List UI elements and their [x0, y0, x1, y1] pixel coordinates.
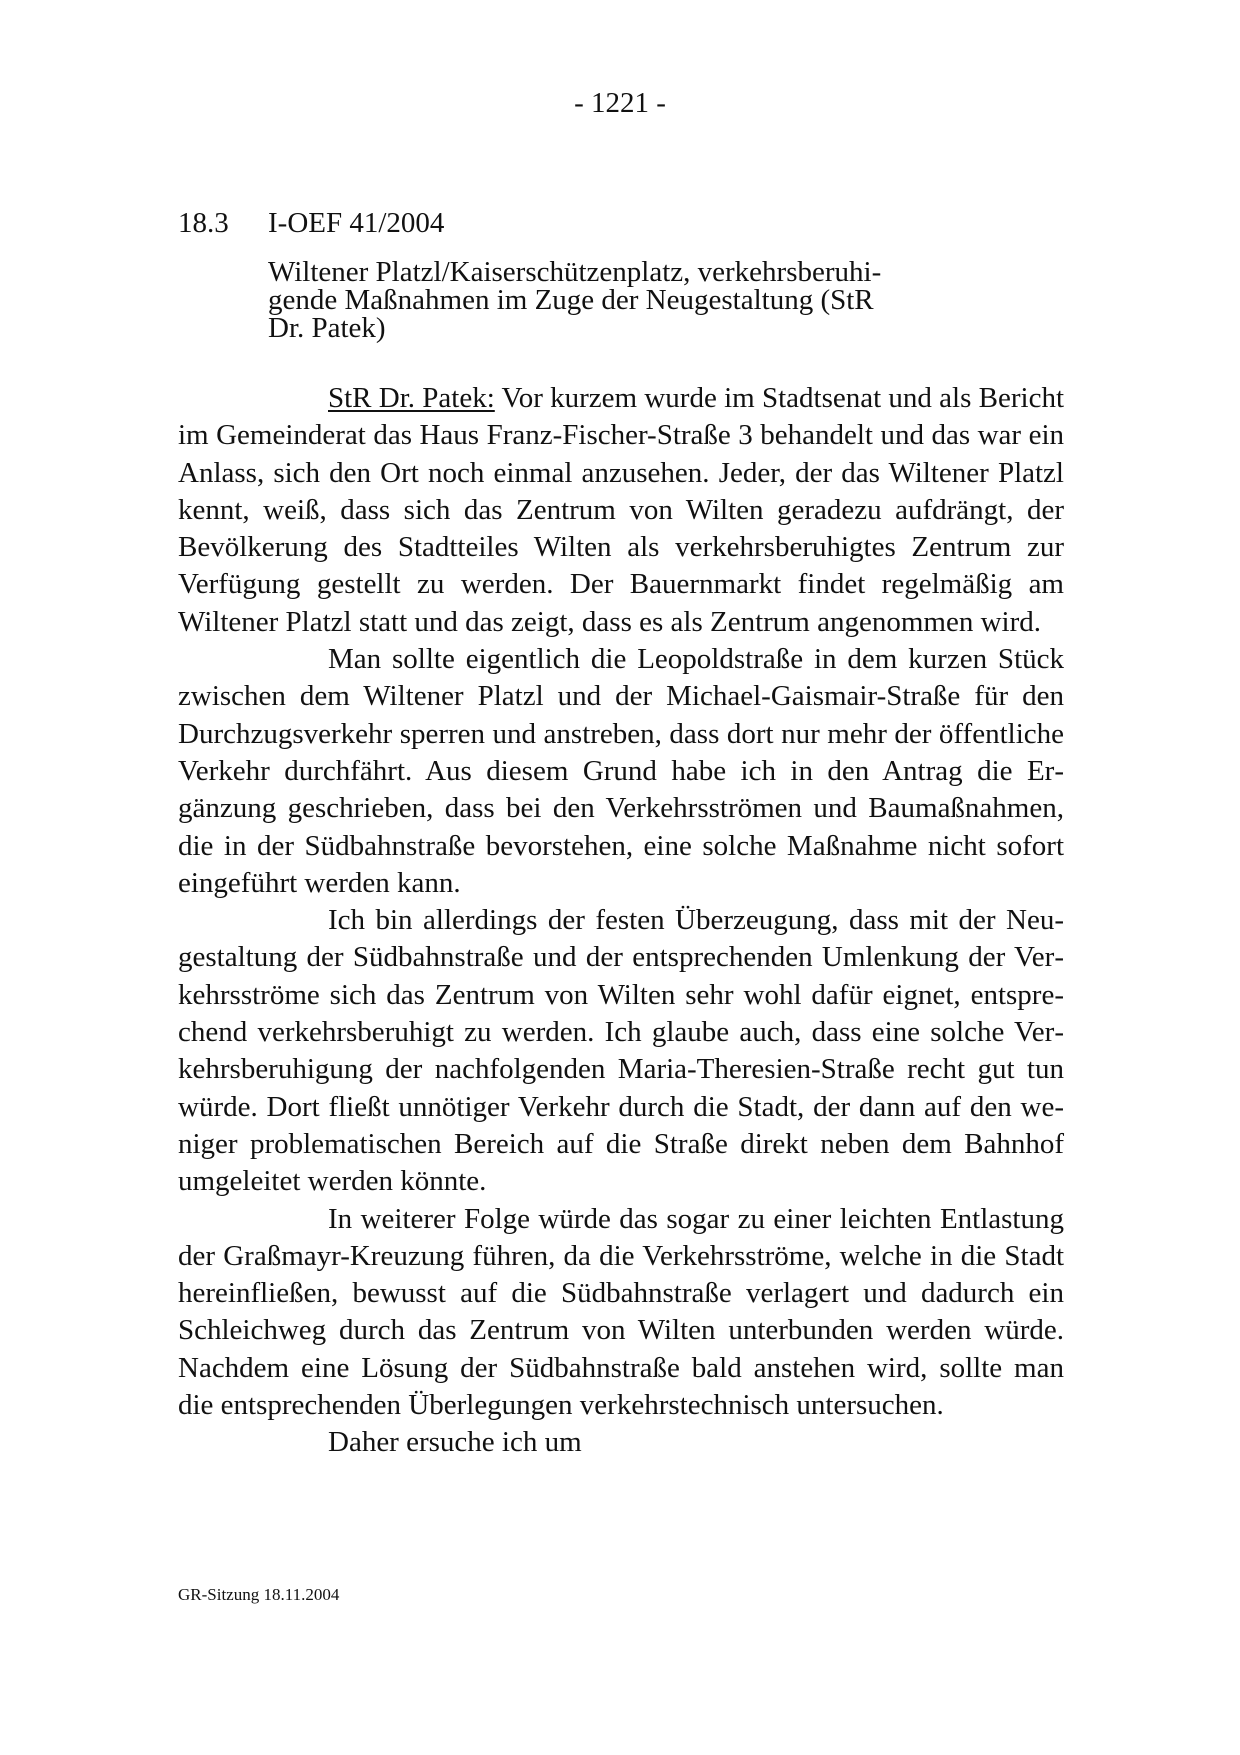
title-line: Dr. Patek)	[268, 312, 386, 344]
page-number: - 1221 -	[574, 87, 666, 119]
speaker-name: StR Dr. Patek:	[328, 382, 495, 414]
title-line: Wiltener Platzl/Kaiserschützenplatz, verkehrsberuhi-	[268, 256, 882, 288]
paragraph	[178, 380, 1064, 641]
agenda-item-number: 18.3	[178, 207, 229, 239]
paragraph: Man sollte eigentlich die Leopoldstraße in dem kurzen Stück zwischen dem Wiltener Platzl und der Michael-Gaismair-Straße für den Durchzugsverkehr sperren und anstreben, dass dort nur mehr der öffentliche Verkehr durchfährt. Aus diesem Grund habe ich in den Antrag die Ergänzung geschrieben, dass bei den Verkehrsströmen und Baumaßnahmen, die in der Südbahnstraße bevorstehen, eine solche Maßnahme nicht sofort eingeführt werden kann.	[178, 643, 1064, 899]
paragraph: Ich bin allerdings der festen Überzeugung, dass mit der Neugestaltung der Südbahnstraße und der entsprechenden Umlenkung der Verkehrsströme sich das Zentrum von Wilten sehr wohl dafür eignet, entsprechend verkehrsberuhigt zu werden. Ich glaube auch, dass eine solche Verkehrsberuhigung der nachfolgenden Maria-Theresien-Straße recht gut tun würde. Dort fließt unnötiger Verkehr durch die Stadt, der dann auf den weniger problematischen Bereich auf die Straße direkt neben dem Bahnhof umgeleitet werden könnte.	[178, 904, 1064, 1198]
speech-body	[178, 380, 1064, 1462]
footer-session-date: GR-Sitzung 18.11.2004	[178, 1585, 340, 1604]
paragraph: In weiterer Folge würde das sogar zu einer leichten Entlastung der Graßmayr-Kreuzung führen, da die Verkehrsströme, welche in die Stadt hereinfließen, bewusst auf die Südbahnstraße verlagert und dadurch ein Schleichweg durch das Zentrum von Wilten unterbunden werden würde. Nachdem eine Lösung der Südbahnstraße bald anstehen wird, sollte man die entsprechenden Überlegungen verkehrstechnisch untersuchen.	[178, 1202, 1064, 1422]
agenda-item-reference: I-OEF 41/2004	[268, 207, 445, 239]
paragraph-text: Vor kurzem wurde im Stadtsenat und als Bericht im Gemeinderat das Haus Franz-Fischer-Straße 3 behandelt und das war ein Anlass, sich den Ort noch einmal anzusehen. Jeder, der das Wiltener Platzl kennt, weiß, dass sich das Zentrum von Wilten geradezu aufdrängt, der Bevölkerung des Stadtteiles Wilten als verkehrsberuhigtes Zentrum zur Verfügung gestellt zu werden. Der Bauernmarkt findet regelmäßig am Wiltener Platzl statt und das zeigt, dass es als Zentrum angenommen wird.	[178, 382, 1064, 638]
agenda-item-title	[268, 258, 908, 342]
title-line: gende Maßnahmen im Zuge der Neugestaltung (StR	[268, 284, 874, 316]
paragraph: Daher ersuche ich um	[328, 1426, 582, 1459]
